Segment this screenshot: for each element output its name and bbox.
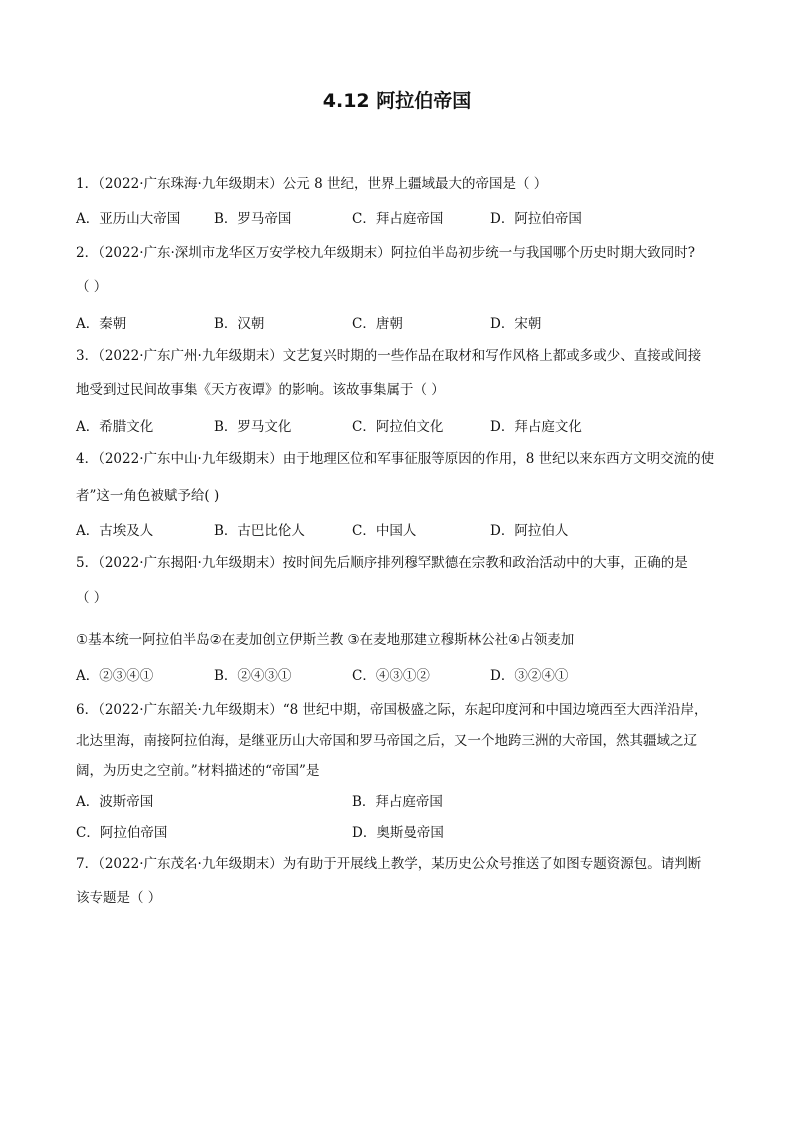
question-1-option-d: D．阿拉伯帝国 (490, 211, 582, 227)
question-3-option-c: C．阿拉伯文化 (352, 419, 444, 435)
question-4-stem-line-2: 者”这一角色被赋予给( ) (76, 488, 220, 504)
question-7-stem-line-1: 7．（2022·广东茂名·九年级期末）为有助于开展线上教学，某历史公众号推送了如图专题资源包。请判断 (76, 856, 702, 872)
question-3-stem-line-1: 3．（2022·广东广州·九年级期末）文艺复兴时期的一些作品在取材和写作风格上都或多或少、直接或间接 (76, 348, 702, 364)
question-6-stem-line-2: 北达里海，南接阿拉伯海，是继亚历山大帝国和罗马帝国之后，又一个地跨三洲的大帝国，然其疆域之辽 (76, 733, 697, 749)
question-2-option-d: D．宋朝 (490, 316, 542, 332)
question-6-option-c: C．阿拉伯帝国 (76, 825, 168, 841)
question-6-stem-line-3: 阔，为历史之空前。”材料描述的“帝国”是 (76, 763, 320, 779)
question-1-option-b: B．罗马帝国 (214, 211, 292, 227)
question-4-stem-line-1: 4．（2022·广东中山·九年级期末）由于地理区位和军事征服等原因的作用，8 世纪以来东西方文明交流的使 (76, 451, 715, 467)
question-1-option-c: C．拜占庭帝国 (352, 211, 444, 227)
page-title: 4.12 阿拉伯帝国 (322, 90, 472, 112)
question-5-stem-line-1: 5．（2022·广东揭阳·九年级期末）按时间先后顺序排列穆罕默德在宗教和政治活动中的大事，正确的是 (76, 555, 688, 571)
question-6-option-d: D．奥斯曼帝国 (352, 825, 444, 841)
question-3-option-b: B．罗马文化 (214, 419, 292, 435)
question-1-stem: 1．（2022·广东珠海·九年级期末）公元 8 世纪，世界上疆域最大的帝国是（ ） (76, 176, 548, 192)
question-2-stem-line-1: 2．（2022·广东·深圳市龙华区万安学校九年级期末）阿拉伯半岛初步统一与我国哪个历史时期大致同时? (76, 245, 696, 261)
question-5-events: ①基本统一阿拉伯半岛②在麦加创立伊斯兰教 ③在麦地那建立穆斯林公社④占领麦加 (76, 632, 575, 648)
question-4-option-b: B．古巴比伦人 (214, 523, 305, 539)
question-7-stem-line-2: 该专题是（ ） (76, 890, 162, 906)
question-4-option-c: C．中国人 (352, 523, 417, 539)
question-3-option-a: A．希腊文化 (76, 419, 154, 435)
question-5-option-b: B．②④③① (214, 668, 292, 684)
question-1-option-a: A．亚历山大帝国 (76, 211, 181, 227)
question-6-option-b: B．拜占庭帝国 (352, 794, 443, 810)
question-2-option-c: C．唐朝 (352, 316, 403, 332)
question-4-option-d: D．阿拉伯人 (490, 523, 569, 539)
question-2-stem-line-2: （ ） (76, 279, 108, 295)
question-2-option-b: B．汉朝 (214, 316, 265, 332)
question-3-option-d: D．拜占庭文化 (490, 419, 582, 435)
question-2-option-a: A．秦朝 (76, 316, 127, 332)
question-5-option-a: A．②③④① (76, 668, 154, 684)
question-3-stem-line-2: 地受到过民间故事集《天方夜谭》的影响。该故事集属于（ ） (76, 382, 445, 398)
question-6-option-a: A．波斯帝国 (76, 794, 154, 810)
question-5-stem-line-2: （ ） (76, 590, 108, 606)
question-5-option-c: C．④③①② (352, 668, 430, 684)
question-6-stem-line-1: 6．（2022·广东韶关·九年级期末）“8 世纪中期，帝国极盛之际，东起印度河和中国边境西至大西洋沿岸， (76, 702, 708, 718)
question-4-option-a: A．古埃及人 (76, 523, 154, 539)
question-5-option-d: D．③②④① (490, 668, 569, 684)
